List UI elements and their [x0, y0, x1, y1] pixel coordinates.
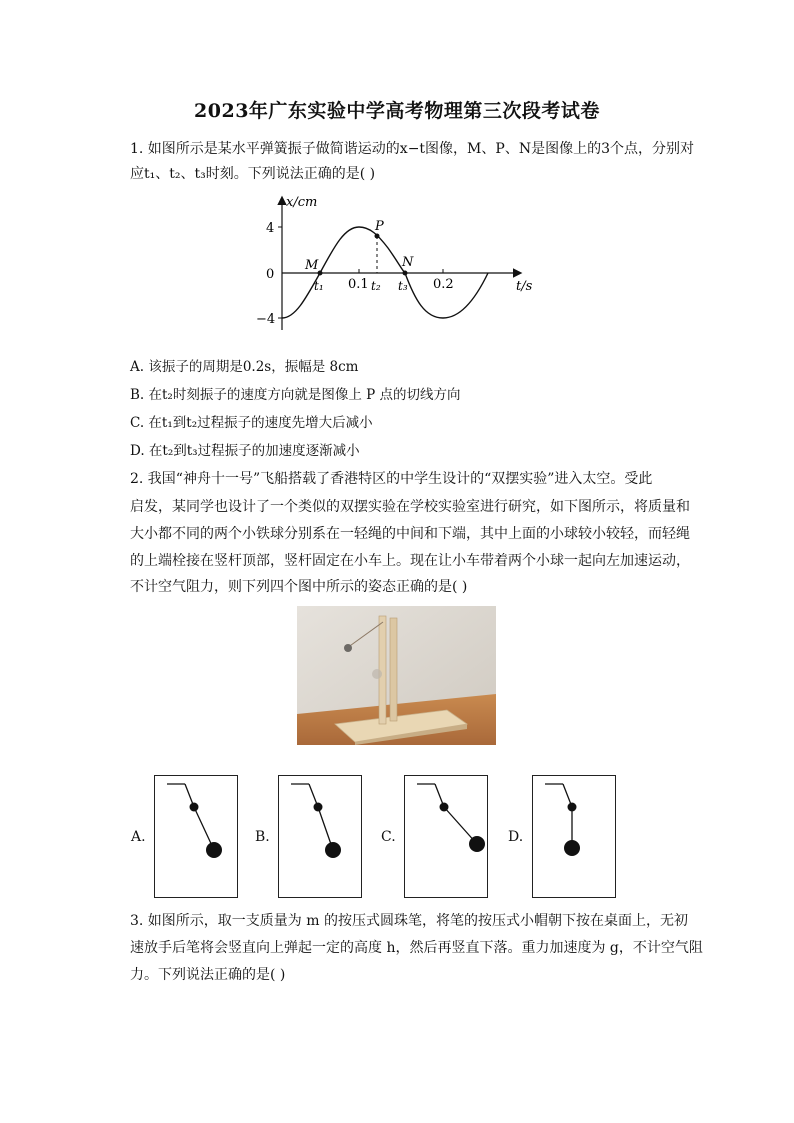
point-P-dot	[375, 234, 380, 239]
q2-stem-line5: 不计空气阻力，则下列四个图中所示的姿态正确的是( )	[130, 579, 468, 595]
q2-option-a-box	[154, 775, 238, 898]
double-pendulum-photo	[297, 606, 496, 745]
q2-label-a: A.	[131, 829, 146, 845]
x-tick-01: 0.1	[348, 277, 369, 292]
label-t3: t₃	[398, 279, 408, 293]
q3-stem-line2: 速放手后笔将会竖直向上弹起一定的高度 h，然后再竖直下落。重力加速度为 g，不计空气阻	[130, 940, 703, 956]
label-t1: t₁	[314, 279, 324, 293]
q2-stem-line1: 2. 我国“神舟十一号”飞船搭载了香港特区的中学生设计的“双摆实验”进入太空。受此	[130, 471, 653, 487]
label-N: N	[402, 255, 414, 270]
point-N-dot	[403, 271, 408, 276]
q2-stem-line3: 大小都不同的两个小铁球分别系在一轻绳的中间和下端，其中上面的小球较小较轻，而轻绳	[130, 526, 690, 542]
q2-option-b-box	[278, 775, 362, 898]
x-axis-label: t/s	[516, 279, 533, 294]
label-t2: t₂	[371, 279, 381, 293]
y-tick-zero: 0	[266, 267, 275, 282]
label-M: M	[305, 258, 319, 273]
q1-option-c: C. 在t₁到t₂过程振子的速度先增大后减小	[130, 415, 373, 431]
y-tick-bottom: −4	[256, 312, 276, 327]
q2-option-c-box	[404, 775, 488, 898]
q2-label-b: B.	[255, 829, 270, 845]
q3-stem-line3: 力。下列说法正确的是( )	[130, 967, 286, 983]
y-axis-label: x/cm	[286, 195, 318, 210]
q1-stem-line2: 应t₁、t₂、t₃时刻。下列说法正确的是( )	[130, 166, 376, 182]
q2-option-d-figure	[533, 776, 615, 897]
q2-stem-line2: 启发，某同学也设计了一个类似的双摆实验在学校实验室进行研究，如下图所示，将质量和	[130, 499, 690, 515]
q2-option-b-figure	[279, 776, 361, 897]
label-P: P	[375, 219, 384, 234]
q1-option-b: B. 在t₂时刻振子的速度方向就是图像上 P 点的切线方向	[130, 387, 461, 403]
q2-option-c-figure	[405, 776, 487, 897]
q2-stem-line4: 的上端栓接在竖杆顶部，竖杆固定在小车上。现在让小车带着两个小球一起向左加速运动，	[130, 553, 690, 569]
q2-label-d: D.	[508, 829, 524, 845]
q2-option-d-box	[532, 775, 616, 898]
page-title: 2023年广东实验中学高考物理第三次段考试卷	[194, 100, 600, 122]
q1-option-a: A. 该振子的周期是0.2s，振幅是 8cm	[130, 359, 359, 375]
q1-option-d: D. 在t₂到t₃过程振子的加速度逐渐减小	[130, 443, 360, 459]
x-tick-02: 0.2	[433, 277, 454, 292]
q2-label-c: C.	[381, 829, 396, 845]
q1-xt-graph	[250, 190, 550, 340]
q3-stem-line1: 3. 如图所示，取一支质量为 m 的按压式圆珠笔，将笔的按压式小帽朝下按在桌面上，无初	[130, 913, 688, 929]
y-tick-top: 4	[266, 221, 275, 236]
q1-stem-line1: 1. 如图所示是某水平弹簧振子做简谐运动的x−t图像，M、P、N是图像上的3个点，分别对	[130, 141, 694, 157]
q2-option-a-figure	[155, 776, 237, 897]
